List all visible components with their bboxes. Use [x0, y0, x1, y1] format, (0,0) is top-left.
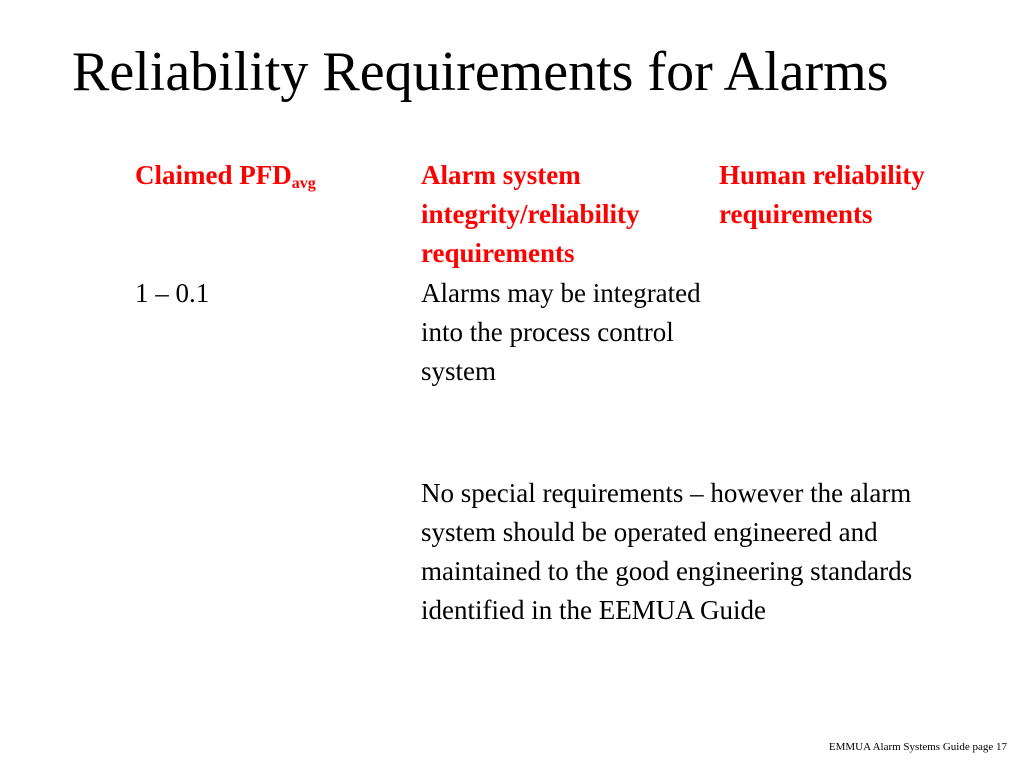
cell-alarm-system-text: Alarms may be integrated into the process control system: [421, 278, 701, 386]
slide-title: Reliability Requirements for Alarms: [72, 41, 889, 103]
cell-pfd-range: 1 – 0.1: [135, 278, 210, 308]
header-claimed-pfd: [135, 156, 316, 195]
header-claimed-pfd-subscript: avg: [291, 175, 316, 192]
header-claimed-pfd-label: Claimed PFD: [135, 160, 292, 190]
header-human-reliability-requirements: Human reliability requirements: [719, 160, 925, 229]
slide-footer: EMMUA Alarm Systems Guide page 17: [828, 741, 1007, 753]
cell-special-requirements-note: No special requirements – however the alarm system should be operated engineered and maintained to the good engineering standards identified in the EEMUA Guide: [421, 478, 913, 625]
header-alarm-system-requirements: Alarm system integrity/reliability requirements: [421, 160, 640, 268]
